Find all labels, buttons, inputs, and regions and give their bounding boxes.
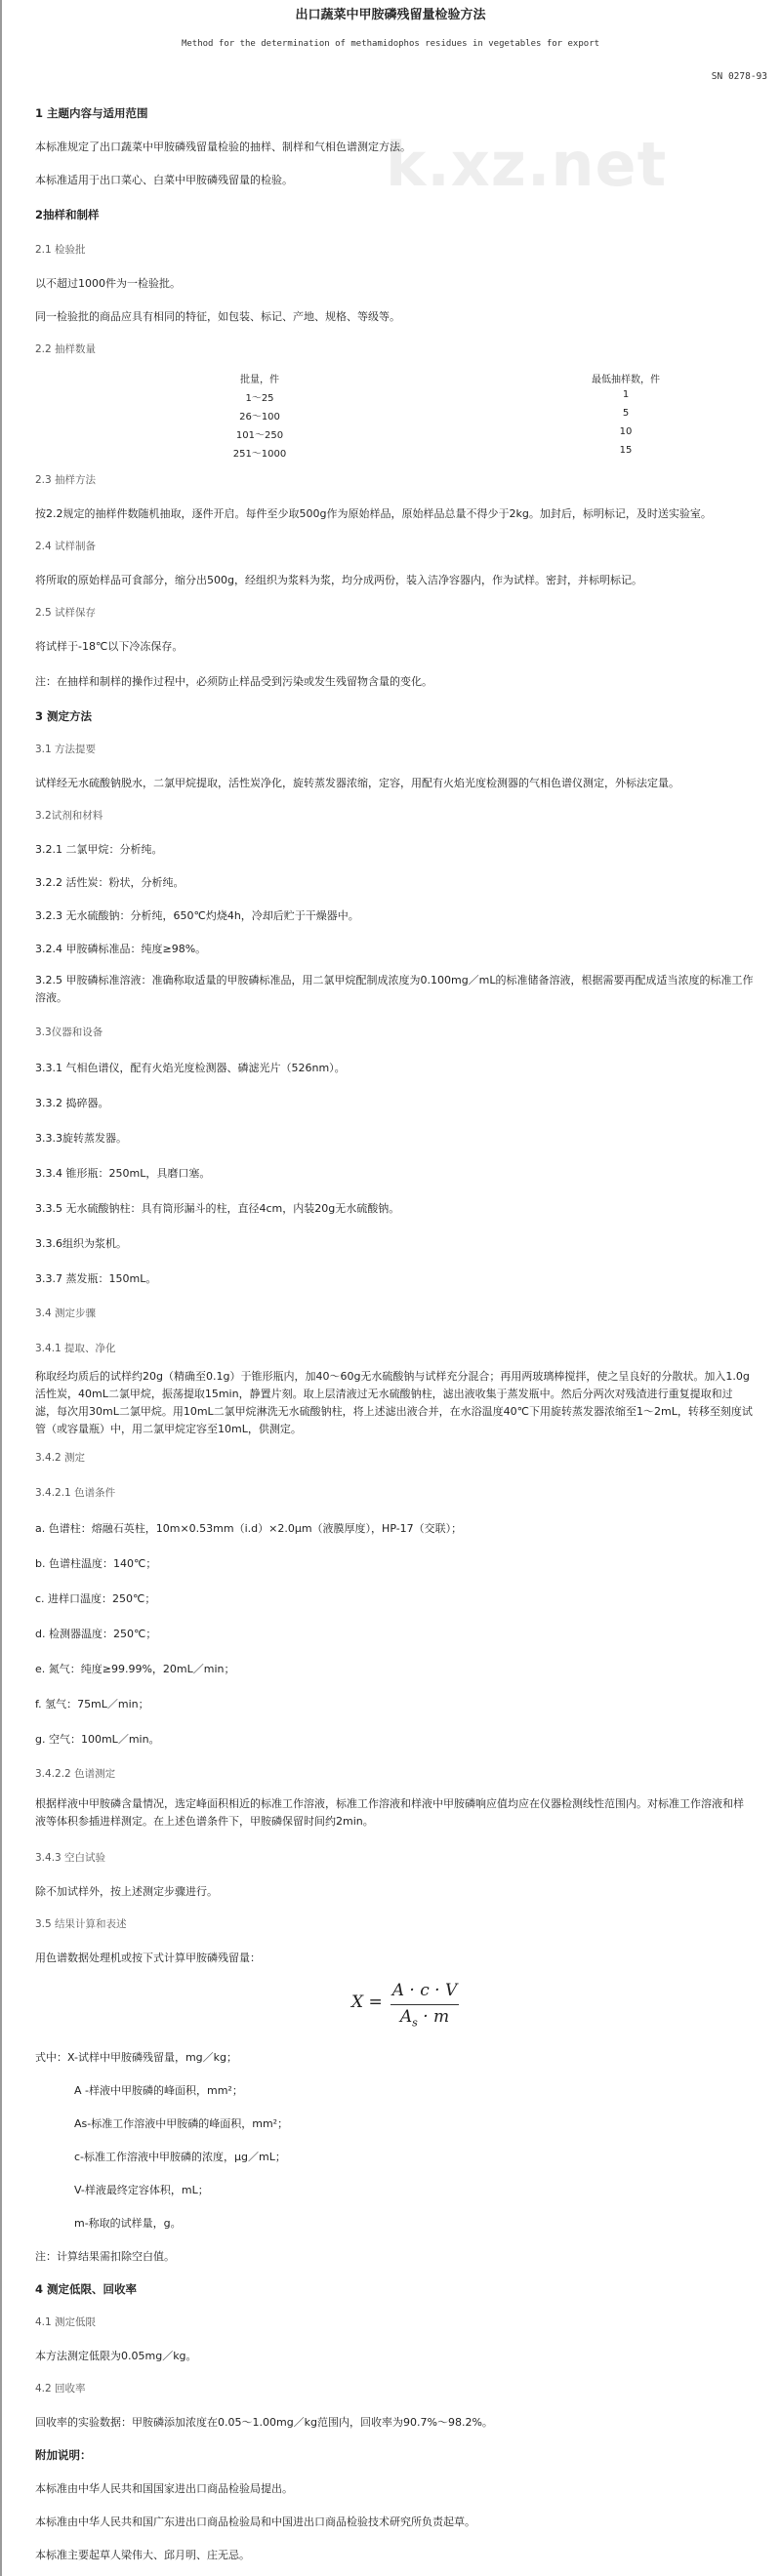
section-4-2-heading: 4.2 回收率 xyxy=(35,2383,86,2395)
section-3-4-heading: 3.4 测定步骤 xyxy=(35,1308,97,1319)
document-subtitle: Method for the determination of methamidophos residues in vegetables for export xyxy=(181,39,600,49)
section-3-5-para: 用色谱数据处理机或按下式计算甲胺磷残留量： xyxy=(35,1952,261,1964)
section-2-1-heading: 2.1 检验批 xyxy=(35,244,86,256)
section-3-4-2-1-heading: 3.4.2.1 色谱条件 xyxy=(35,1487,116,1499)
section-4-2-para: 回收率的实验数据：甲胺磷添加浓度在0.05～1.00mg／kg范围内，回收率为90.7%～98.2%。 xyxy=(35,2416,493,2429)
table-cell: 5 xyxy=(622,408,630,419)
sampling-table-header xyxy=(35,371,754,389)
reagent-item: 3.2.2 活性炭：粉状，分析纯。 xyxy=(35,876,185,889)
appendix-line: 本标准由中华人民共和国国家进出口商品检验局提出。 xyxy=(35,2482,293,2495)
reagent-item: 3.2.1 二氯甲烷：分析纯。 xyxy=(35,843,163,856)
section-2-4-heading: 2.4 试样制备 xyxy=(35,541,97,552)
table-header-cell: 批量，件 xyxy=(240,375,279,385)
reagent-item-3-2-5: 3.2.5 甲胺磷标准溶液：准确称取适量的甲胺磷标准品，用二氯甲烷配制成浓度为0.100mg／mL的标准储备溶液，根据需要再配成适当浓度的标准工作溶液。 xyxy=(35,974,754,1004)
table-row xyxy=(35,408,754,426)
table-row xyxy=(35,445,754,463)
table-cell: 1 xyxy=(622,389,630,400)
condition-item: b. 色谱柱温度：140℃； xyxy=(35,1557,157,1570)
section-3-4-3-para: 除不加试样外，按上述测定步骤进行。 xyxy=(35,1885,218,1898)
formula-where-line: 式中：X-试样中甲胺磷残留量，mg／kg； xyxy=(35,2051,238,2064)
condition-item: a. 色谱柱：熔融石英柱，10m×0.53mm（i.d）×2.0μm（液膜厚度），HP-17（交联）； xyxy=(35,1522,463,1535)
formula-variable: m-称取的试样量，g。 xyxy=(74,2217,182,2230)
section-3-2-heading: 3.2试剂和材料 xyxy=(35,810,103,822)
section-2-5-heading: 2.5 试样保存 xyxy=(35,607,97,619)
section-3-5-heading: 3.5 结果计算和表述 xyxy=(35,1918,127,1930)
formula-fraction-bar xyxy=(390,2004,459,2005)
calculation-formula xyxy=(351,1981,469,2030)
section-3-4-1-heading: 3.4.1 提取、净化 xyxy=(35,1343,116,1354)
table-row xyxy=(35,426,754,445)
formula-den-a: A xyxy=(399,2007,413,2027)
formula-denominator xyxy=(390,2007,459,2029)
section-1-heading: 1 主题内容与适用范围 xyxy=(35,106,148,120)
reagent-item: 3.2.4 甲胺磷标准品：纯度≥98%。 xyxy=(35,943,207,955)
reagent-item: 3.2.3 无水硫酸钠：分析纯，650℃灼烧4h，冷却后贮于干燥器中。 xyxy=(35,909,359,922)
section-2-3-heading: 2.3 抽样方法 xyxy=(35,474,97,486)
table-cell: 1～25 xyxy=(245,393,274,404)
section-3-1-heading: 3.1 方法提要 xyxy=(35,744,97,755)
apparatus-item: 3.3.7 蒸发瓶：150mL。 xyxy=(35,1272,157,1285)
section-2-1-para-2: 同一检验批的商品应具有相同的特征，如包装、标记、产地、规格、等级等。 xyxy=(35,310,400,323)
standard-number: SN 0278-93 xyxy=(711,71,767,82)
formula-den-sub: s xyxy=(412,2016,418,2030)
section-3-heading: 3 测定方法 xyxy=(35,709,93,723)
table-cell: 251～1000 xyxy=(232,449,287,460)
section-2-5-note: 注：在抽样和制样的操作过程中，必须防止样品受到污染或发生残留物含量的变化。 xyxy=(35,675,432,688)
section-3-4-2-heading: 3.4.2 测定 xyxy=(35,1452,86,1464)
section-2-1-para-1: 以不超过1000件为一检验批。 xyxy=(35,277,181,290)
sampling-table xyxy=(35,371,754,463)
apparatus-item: 3.3.5 无水硫酸钠柱：具有筒形漏斗的柱，直径4cm，内装20g无水硫酸钠。 xyxy=(35,1202,400,1215)
section-4-1-heading: 4.1 测定低限 xyxy=(35,2316,97,2328)
table-cell: 10 xyxy=(619,426,633,437)
table-cell: 15 xyxy=(619,445,633,456)
section-2-3-para-1: 按2.2规定的抽样件数随机抽取，逐件开启。每件至少取500g作为原始样品，原始样品总量不得少于2kg。加封后，标明标记，及时送实验室。 xyxy=(35,507,712,520)
condition-item: f. 氢气：75mL／min； xyxy=(35,1698,149,1711)
condition-item: d. 检测器温度：250℃； xyxy=(35,1628,157,1640)
section-2-5-para-1: 将试样于-18℃以下冷冻保存。 xyxy=(35,640,184,653)
formula-lhs: X = xyxy=(351,1992,383,2012)
section-1-para-1: 本标准规定了出口蔬菜中甲胺磷残留量检验的抽样、制样和气相色谱测定方法。 xyxy=(35,141,411,153)
section-3-1-para-1: 试样经无水硫酸钠脱水，二氯甲烷提取，活性炭净化，旋转蒸发器浓缩，定容，用配有火焰光度检测器的气相色谱仪测定，外标法定量。 xyxy=(35,777,679,789)
apparatus-item: 3.3.6组织为浆机。 xyxy=(35,1237,127,1250)
section-3-4-3-heading: 3.4.3 空白试验 xyxy=(35,1852,106,1864)
apparatus-item: 3.3.3旋转蒸发器。 xyxy=(35,1132,127,1145)
section-3-4-1-para: 称取经均质后的试样约20g（精确至0.1g）于锥形瓶内，加40～60g无水硫酸钠与试样充分混合；再用两玻璃棒搅拌，使之呈良好的分散状。加入1.0g活性炭，40mL二氯甲烷，振荡提取15min，静置片刻。取上层清液过无水硫酸钠柱，滤出液收集于蒸发瓶中。然后分两次对残渣进行重复提取和过滤，每次用30mL二氯甲烷。用10mL二氯甲烷淋洗无水硫酸钠柱，将上述滤出液合并，在水浴温度40℃下用旋转蒸发器浓缩至1～2mL，转移至刻度试管（或容量瓶）中，用二氯甲烷定容至10mL，供测定。 xyxy=(35,1370,753,1435)
page-left-edge xyxy=(0,0,2,2576)
formula-variable: As-标准工作溶液中甲胺磷的峰面积，mm²； xyxy=(74,2117,289,2130)
appendix-line: 本标准主要起草人梁伟大、邱月明、庄无忌。 xyxy=(35,2549,250,2561)
formula-den-rest: · m xyxy=(417,2007,450,2027)
formula-variable: c-标准工作溶液中甲胺磷的浓度，μg／mL； xyxy=(74,2151,286,2163)
section-2-2-heading: 2.2 抽样数量 xyxy=(35,343,97,355)
appendix-line: 本标准由中华人民共和国广东进出口商品检验局和中国进出口商品检验技术研究所负责起草。 xyxy=(35,2516,475,2528)
formula-variable: A -样液中甲胺磷的峰面积，mm²； xyxy=(74,2084,243,2097)
section-2-heading: 2抽样和制样 xyxy=(35,208,100,221)
condition-item: e. 氮气：纯度≥99.99%，20mL／min； xyxy=(35,1663,235,1675)
watermark: k.xz.net xyxy=(386,129,668,200)
appendix-heading: 附加说明： xyxy=(35,2448,92,2462)
formula-note: 注：计算结果需扣除空白值。 xyxy=(35,2250,175,2263)
table-row xyxy=(35,389,754,408)
document-title: 出口蔬菜中甲胺磷残留量检验方法 xyxy=(295,8,486,22)
table-cell: 26～100 xyxy=(239,412,280,423)
formula-numerator: A · c · V xyxy=(391,1981,458,2000)
section-3-4-2-2-heading: 3.4.2.2 色谱测定 xyxy=(35,1768,116,1780)
table-cell: 101～250 xyxy=(235,430,284,441)
apparatus-item: 3.3.4 锥形瓶：250mL，具磨口塞。 xyxy=(35,1167,211,1180)
section-2-4-para-1: 将所取的原始样品可食部分，缩分出500g，经组织为浆料为浆，均分成两份，装入洁净容器内，作为试样。密封，并标明标记。 xyxy=(35,574,642,586)
apparatus-item: 3.3.1 气相色谱仪，配有火焰光度检测器、磷滤光片（526nm）。 xyxy=(35,1062,346,1074)
condition-item: g. 空气：100mL／min。 xyxy=(35,1733,160,1746)
formula-variable: V-样液最终定容体积，mL； xyxy=(74,2184,209,2196)
apparatus-item: 3.3.2 捣碎器。 xyxy=(35,1097,109,1109)
condition-item: c. 进样口温度：250℃； xyxy=(35,1592,156,1605)
section-3-3-heading: 3.3仪器和设备 xyxy=(35,1026,103,1038)
section-3-4-2-2-para: 根据样液中甲胺磷含量情况，选定峰面积相近的标准工作溶液，标准工作溶液和样液中甲胺磷响应值均应在仪器检测线性范围内。对标准工作溶液和样液等体积参插进样测定。在上述色谱条件下，甲胺磷保留时间约2min。 xyxy=(35,1797,744,1828)
section-4-1-para: 本方法测定低限为0.05mg／kg。 xyxy=(35,2350,197,2362)
section-4-heading: 4 测定低限、回收率 xyxy=(35,2282,138,2296)
section-1-para-2: 本标准适用于出口菜心、白菜中甲胺磷残留量的检验。 xyxy=(35,174,293,186)
table-header-cell: 最低抽样数，件 xyxy=(592,375,660,385)
